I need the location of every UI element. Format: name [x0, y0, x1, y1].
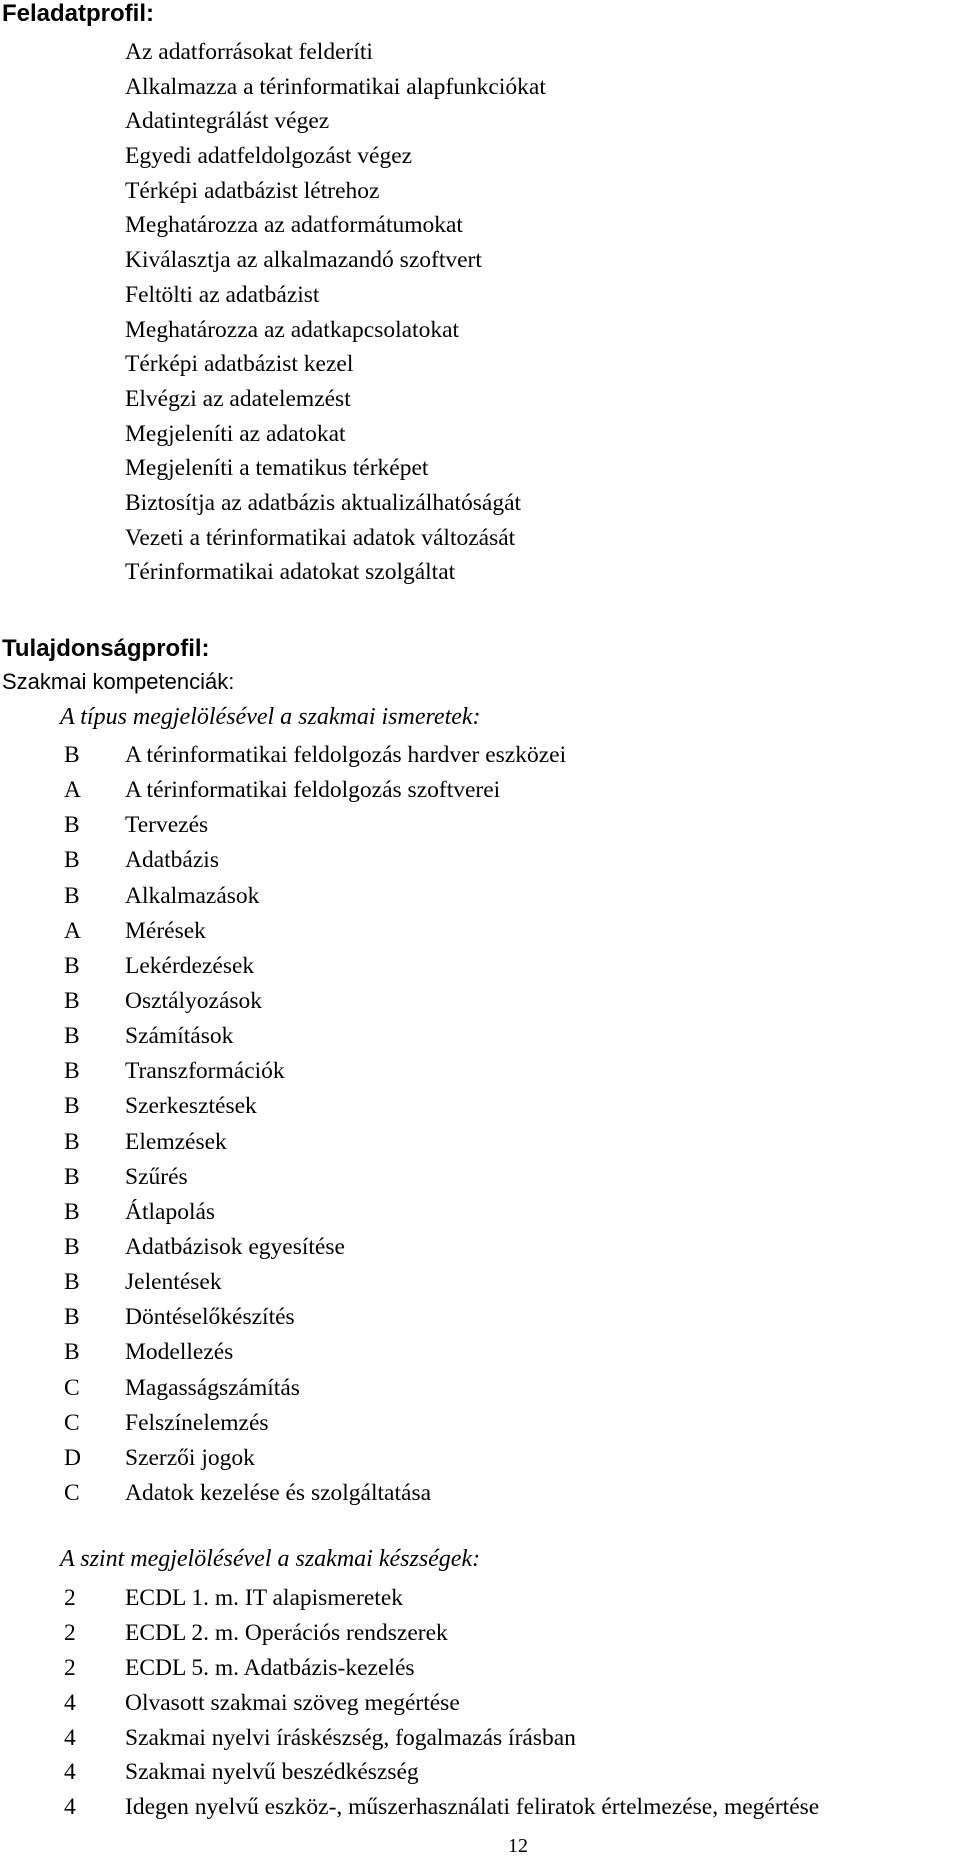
knowledge-row: [0, 1125, 960, 1160]
knowledge-text: Adatok kezelése és szolgáltatása: [125, 1479, 432, 1506]
knowledge-text: Szerkesztések: [125, 1093, 257, 1120]
knowledge-text: Átlapolás: [125, 1198, 216, 1225]
feladatprofil-title: Feladatprofil:: [2, 0, 155, 27]
level-code: B: [64, 1198, 80, 1225]
task-item: Térképi adatbázist létrehoz: [125, 177, 380, 204]
knowledge-heading: A típus megjelölésével a szakmai ismeretek:: [60, 704, 481, 730]
knowledge-row: [0, 879, 960, 914]
level-code: 4: [64, 1794, 76, 1821]
level-code: 2: [64, 1619, 76, 1646]
level-code: D: [64, 1444, 81, 1471]
level-code: C: [64, 1409, 80, 1436]
knowledge-row: [0, 1476, 960, 1511]
skill-row: [0, 1686, 960, 1721]
skill-text: Olvasott szakmai szöveg megértése: [125, 1689, 460, 1716]
task-item: Adatintegrálást végez: [125, 108, 330, 135]
knowledge-row: [0, 1160, 960, 1195]
knowledge-text: Magasságszámítás: [125, 1374, 300, 1401]
skill-row: [0, 1721, 960, 1756]
knowledge-row: [0, 773, 960, 808]
task-item: Biztosítja az adatbázis aktualizálhatóságát: [125, 489, 522, 516]
knowledge-text: Számítások: [125, 1023, 234, 1050]
knowledge-row: [0, 949, 960, 984]
knowledge-row: [0, 1406, 960, 1441]
knowledge-row: [0, 1019, 960, 1054]
knowledge-text: Osztályozások: [125, 987, 263, 1014]
knowledge-text: A térinformatikai feldolgozás szoftverei: [125, 777, 501, 804]
knowledge-text: Tervezés: [125, 812, 209, 839]
skill-text: Idegen nyelvű eszköz-, műszerhasználati feliratok értelmezése, megértése: [125, 1794, 820, 1821]
skill-row: [0, 1581, 960, 1616]
knowledge-text: Transzformációk: [125, 1058, 285, 1085]
skill-text: ECDL 5. m. Adatbázis-kezelés: [125, 1654, 415, 1681]
task-item: Egyedi adatfeldolgozást végez: [125, 143, 413, 170]
level-code: B: [64, 847, 80, 874]
task-item: Elvégzi az adatelemzést: [125, 385, 351, 412]
competencies-subtitle: Szakmai kompetenciák:: [2, 669, 235, 694]
knowledge-text: Alkalmazások: [125, 882, 260, 909]
task-item: Feltölti az adatbázist: [125, 281, 320, 308]
level-code: 2: [64, 1585, 76, 1611]
knowledge-text: Adatbázis: [125, 847, 219, 874]
knowledge-text: A térinformatikai feldolgozás hardver eszközei: [125, 742, 567, 768]
knowledge-row: [0, 1300, 960, 1335]
knowledge-row: [0, 1054, 960, 1089]
skill-row: [0, 1790, 960, 1825]
level-code: B: [64, 1058, 80, 1085]
task-item: Kiválasztja az alkalmazandó szoftvert: [125, 247, 482, 274]
knowledge-row: [0, 1230, 960, 1265]
task-item: Meghatározza az adatformátumokat: [125, 212, 463, 239]
level-code: 4: [64, 1689, 76, 1716]
knowledge-row: [0, 1089, 960, 1124]
level-code: B: [64, 1023, 80, 1050]
task-item: Az adatforrásokat felderíti: [125, 39, 373, 65]
knowledge-text: Elemzések: [125, 1128, 227, 1155]
skills-heading: A szint megjelölésével a szakmai készségek:: [60, 1546, 481, 1572]
task-item: Alkalmazza a térinformatikai alapfunkciókat: [125, 73, 546, 100]
task-list: [125, 35, 640, 590]
level-code: 2: [64, 1654, 76, 1681]
knowledge-text: Lekérdezések: [125, 952, 255, 979]
knowledge-text: Mérések: [125, 917, 206, 944]
skill-text: Szakmai nyelvű beszédkészség: [125, 1759, 419, 1786]
level-code: B: [64, 742, 80, 768]
knowledge-text: Szerzői jogok: [125, 1444, 255, 1471]
task-item: Vezeti a térinformatikai adatok változását: [125, 524, 516, 551]
knowledge-row: [0, 1265, 960, 1300]
knowledge-row: [0, 808, 960, 843]
page-number: 12: [508, 1835, 528, 1857]
knowledge-row: [0, 1335, 960, 1370]
task-item: Meghatározza az adatkapcsolatokat: [125, 316, 460, 343]
knowledge-text: Adatbázisok egyesítése: [125, 1233, 345, 1260]
level-code: A: [64, 777, 81, 804]
knowledge-text: Döntéselőkészítés: [125, 1304, 295, 1331]
level-code: B: [64, 1269, 80, 1296]
knowledge-row: [0, 984, 960, 1019]
knowledge-text: Jelentések: [125, 1269, 222, 1296]
task-item: Térképi adatbázist kezel: [125, 351, 354, 378]
task-item: Megjeleníti a tematikus térképet: [125, 455, 429, 482]
skill-text: Szakmai nyelvi íráskészség, fogalmazás írásban: [125, 1724, 576, 1751]
knowledge-row: [0, 914, 960, 949]
level-code: B: [64, 1093, 80, 1120]
skill-row: [0, 1616, 960, 1651]
level-code: C: [64, 1479, 80, 1506]
skill-row: [0, 1651, 960, 1686]
level-code: B: [64, 1339, 80, 1366]
knowledge-row: [0, 738, 960, 773]
level-code: B: [64, 1128, 80, 1155]
knowledge-row: [0, 1371, 960, 1406]
task-item: Megjeleníti az adatokat: [125, 420, 346, 447]
knowledge-text: Szűrés: [125, 1163, 188, 1190]
knowledge-row: [0, 1195, 960, 1230]
level-code: B: [64, 1163, 80, 1190]
level-code: B: [64, 1304, 80, 1331]
level-code: B: [64, 1233, 80, 1260]
knowledge-text: Felszínelemzés: [125, 1409, 269, 1436]
skills-list: [0, 1581, 960, 1825]
skill-row: [0, 1755, 960, 1790]
level-code: B: [64, 812, 80, 839]
level-code: C: [64, 1374, 80, 1401]
level-code: B: [64, 882, 80, 909]
level-code: B: [64, 987, 80, 1014]
skill-text: ECDL 1. m. IT alapismeretek: [125, 1585, 404, 1611]
task-item: Térinformatikai adatokat szolgáltat: [125, 559, 456, 586]
knowledge-text: Modellezés: [125, 1339, 234, 1366]
knowledge-list: [0, 738, 960, 1511]
level-code: A: [64, 917, 81, 944]
level-code: 4: [64, 1759, 76, 1786]
tulajdonsagprofil-title: Tulajdonságprofil:: [2, 635, 210, 662]
level-code: 4: [64, 1724, 76, 1751]
level-code: B: [64, 952, 80, 979]
knowledge-row: [0, 1441, 960, 1476]
skill-text: ECDL 2. m. Operációs rendszerek: [125, 1619, 448, 1646]
knowledge-row: [0, 843, 960, 878]
